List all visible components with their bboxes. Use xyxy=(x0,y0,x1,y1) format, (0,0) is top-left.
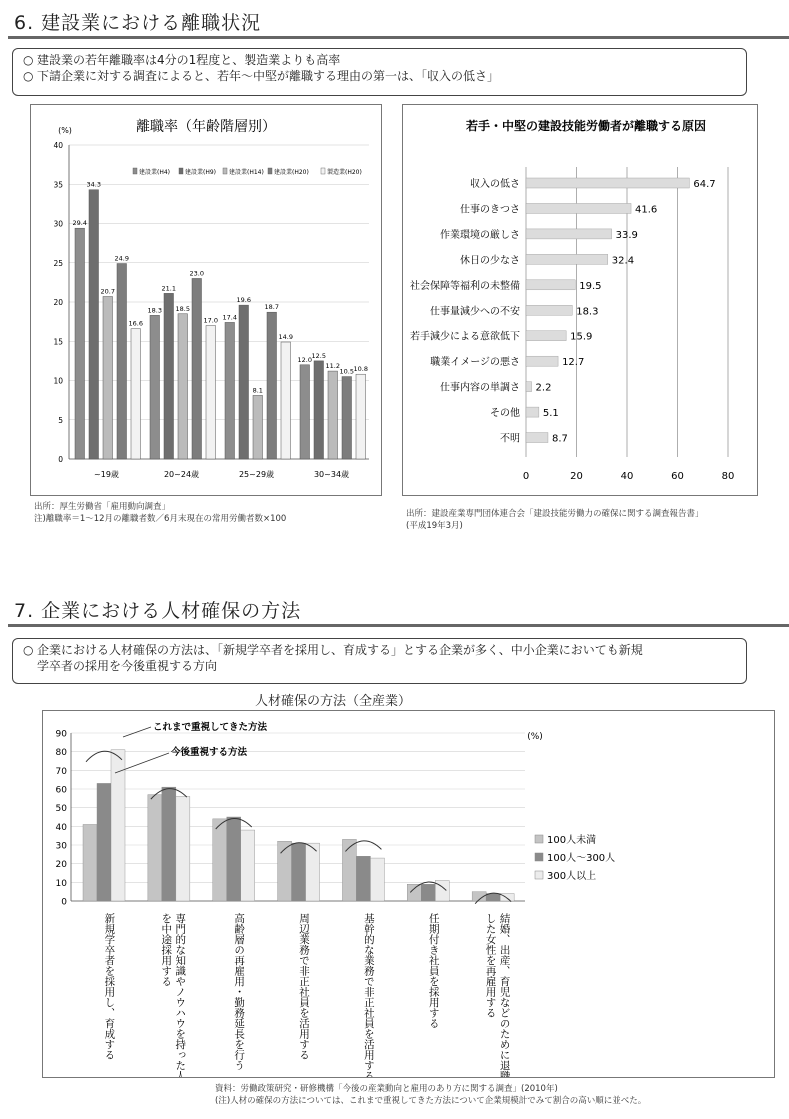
chart3-bar xyxy=(83,824,97,901)
chart1-bar xyxy=(192,278,202,459)
chart2-bar xyxy=(526,203,631,213)
chart2-bar xyxy=(526,229,612,239)
chart3-bar xyxy=(342,839,356,901)
chart3-bar xyxy=(148,795,162,901)
chart1-bar xyxy=(225,322,235,459)
chart3-category-label: 任期付き社員を採用する xyxy=(427,913,440,1029)
chart3-legend-swatch xyxy=(535,853,543,861)
chart3-category-label: 結婚、出産、育児などのために退職 xyxy=(498,913,511,1077)
chart1-bar xyxy=(117,264,127,459)
chart2-value-label: 64.7 xyxy=(693,179,716,190)
section7-note-line-2-text: 学卒者の採用を今後重視する方向 xyxy=(37,659,218,673)
chart1-frame xyxy=(30,104,382,496)
chart3-note: (注)人材の確保の方法については、これまで重視してきた方法について企業規模計でみて割合の高い順に並べた。 xyxy=(215,1096,647,1106)
chart3-bar xyxy=(421,884,435,901)
chart3-category-label: を中途採用する xyxy=(160,913,173,987)
chart2-x-tick-label: 20 xyxy=(570,471,583,482)
chart2-value-label: 15.9 xyxy=(570,331,593,343)
chart3-legend-label: 300人以上 xyxy=(547,871,597,882)
chart1-bar xyxy=(300,365,310,459)
chart2-category-label: 社会保障等福利の未整備 xyxy=(410,280,520,292)
chart1-title: 離職率（年齢階層別） xyxy=(136,119,276,135)
chart1-bar xyxy=(239,305,249,459)
section6-note-1 xyxy=(23,52,736,68)
chart1-data-label: 10.8 xyxy=(353,365,368,374)
chart2-category-label: 仕事量減少への不安 xyxy=(430,306,520,318)
chart1-data-label: 23.0 xyxy=(189,269,204,278)
chart1-legend-swatch xyxy=(179,168,183,174)
chart1-legend-label: 建設業(H14) xyxy=(229,169,264,176)
chart2-value-label: 19.5 xyxy=(579,280,602,292)
chart1-data-label: 8.1 xyxy=(252,386,263,395)
chart2-bar xyxy=(526,305,572,315)
chart1-legend-label: 建設業(H4) xyxy=(139,169,171,176)
chart2-bar xyxy=(526,280,575,290)
chart3-bar xyxy=(241,830,255,901)
chart3-bar xyxy=(278,841,292,901)
chart3-category-label: 新規学卒者を採用し、育成する xyxy=(103,913,116,1060)
chart1-bar xyxy=(150,315,160,459)
section6-rule xyxy=(8,36,789,39)
chart1-data-label: 18.7 xyxy=(264,303,279,312)
chart3-legend-label: 100人未満 xyxy=(547,835,597,846)
chart1-legend-swatch xyxy=(321,168,325,174)
chart3-y-tick-label: 50 xyxy=(55,804,67,815)
chart1-data-label: 19.6 xyxy=(236,296,251,305)
chart1-data-label: 34.3 xyxy=(86,180,101,189)
chart1-bar xyxy=(281,342,291,459)
chart3-annotation-arrow xyxy=(123,727,151,737)
chart1-data-label: 14.9 xyxy=(278,333,293,342)
chart3-y-tick-label: 90 xyxy=(55,729,67,740)
section7-note-line-1-text: 企業における人材確保の方法は、「新規学卒者を採用し、育成する」とする企業が多く、中小企業においても新規 xyxy=(37,643,643,657)
chart3-frame xyxy=(42,710,775,1078)
chart2-category-label: その他 xyxy=(490,408,520,420)
chart1-data-label: 21.1 xyxy=(161,284,176,293)
chart3-bar xyxy=(370,858,384,901)
chart1-bar xyxy=(314,361,324,459)
chart2-x-tick-label: 60 xyxy=(671,471,684,482)
chart2-category-label: 休日の少なさ xyxy=(460,255,520,267)
chart3-y-tick-label: 70 xyxy=(55,766,67,777)
chart3-y-tick-label: 60 xyxy=(55,785,67,796)
chart1-bar xyxy=(178,314,188,459)
chart1-bar xyxy=(131,329,141,459)
section6-note-2 xyxy=(23,68,736,84)
chart3-bar xyxy=(227,817,241,901)
chart2-x-tick-label: 80 xyxy=(721,471,735,482)
chart2-source-1: 出所：建設産業専門団体連合会「建設技能労働力の確保に関する調査報告書」 xyxy=(406,509,704,519)
section7-note-line-2 xyxy=(23,658,736,674)
chart1-data-label: 10.5 xyxy=(339,367,354,376)
section7-rule xyxy=(8,624,789,627)
chart3-bar xyxy=(111,750,125,901)
chart1-bar xyxy=(164,293,174,459)
chart1-svg xyxy=(31,105,381,495)
chart3-y-tick-label: 40 xyxy=(55,822,67,833)
section6-summary-box xyxy=(12,48,747,96)
chart2-bar xyxy=(526,382,532,392)
chart1-bar xyxy=(75,228,85,459)
chart2-category-label: 仕事のきつさ xyxy=(460,204,520,216)
circle-marker-icon: ○ xyxy=(23,53,34,67)
chart2-value-label: 32.4 xyxy=(611,255,635,267)
chart3-category-label: 周辺業務で非正社員を活用する xyxy=(298,913,310,1060)
chart1-data-label: 12.5 xyxy=(311,351,326,360)
chart2-category-label: 職業イメージの悪さ xyxy=(430,357,520,369)
chart3-bar xyxy=(306,843,320,901)
chart3-bar xyxy=(356,856,370,901)
chart3-legend-label: 100人～300人 xyxy=(547,853,616,864)
chart3-bar xyxy=(162,787,176,901)
chart1-legend-label: 製造業(H20) xyxy=(327,169,362,176)
chart3-y-tick-label: 10 xyxy=(55,878,67,889)
chart3-bar xyxy=(213,819,227,901)
chart3-title: 人材確保の方法（全産業） xyxy=(255,694,412,709)
chart1-data-label: 12.0 xyxy=(297,355,312,364)
chart3-legend-swatch xyxy=(535,835,543,843)
chart3-unit-label: (%) xyxy=(527,732,543,742)
chart3-category-label: 高齢層の再雇用・勤務延長を行う xyxy=(233,913,246,1071)
chart3-bar xyxy=(97,783,111,901)
chart2-source-2: (平成19年3月) xyxy=(406,521,463,531)
chart2-bar xyxy=(526,407,539,417)
chart1-data-label: 17.0 xyxy=(203,316,218,325)
chart2-svg xyxy=(403,105,757,495)
section6-title: 6. 建設業における離職状況 xyxy=(14,12,262,34)
chart1-source: 出所：厚生労働省「雇用動向調査」 xyxy=(34,502,171,512)
chart2-bar xyxy=(526,433,548,443)
chart1-bar xyxy=(356,374,366,459)
chart1-x-tick-label: 20~24歳 xyxy=(163,470,200,479)
chart1-bar xyxy=(267,312,277,459)
chart2-value-label: 33.9 xyxy=(615,229,638,241)
chart3-y-tick-label: 80 xyxy=(55,748,67,759)
chart3-y-tick-label: 20 xyxy=(55,860,67,871)
chart1-note: 注)離職率＝1～12月の離職者数／6月末現在の常用労働者数×100 xyxy=(34,514,287,524)
chart1-bar xyxy=(89,190,99,459)
chart2-bar xyxy=(526,331,566,341)
section6-note-1-text: 建設業の若年離職率は4分の1程度と、製造業よりも高率 xyxy=(37,53,341,67)
chart3-annotation-past: これまで重視してきた方法 xyxy=(153,722,268,733)
chart1-y-tick-label: 35 xyxy=(53,180,63,190)
section7-summary-box xyxy=(12,638,747,684)
chart2-bar xyxy=(526,178,689,188)
chart1-y-tick-label: 10 xyxy=(53,376,63,386)
section7-title: 7. 企業における人材確保の方法 xyxy=(14,600,302,622)
chart1-data-label: 18.3 xyxy=(147,306,162,315)
chart2-x-tick-label: 40 xyxy=(620,471,634,482)
chart1-data-label: 20.7 xyxy=(100,287,115,296)
chart2-value-label: 12.7 xyxy=(562,357,585,369)
chart2-value-label: 2.2 xyxy=(535,382,552,394)
chart3-bar xyxy=(407,884,421,901)
chart1-y-tick-label: 30 xyxy=(53,219,63,229)
chart2-value-label: 41.6 xyxy=(635,204,658,216)
chart2-frame xyxy=(402,104,758,496)
circle-marker-icon: ○ xyxy=(23,643,34,657)
chart1-y-tick-label: 15 xyxy=(53,337,63,347)
chart3-legend-swatch xyxy=(535,871,543,879)
section6-note-2-text: 下請企業に対する調査によると、若年～中堅が離職する理由の第一は、「収入の低さ」 xyxy=(37,69,500,83)
chart2-bar xyxy=(526,254,608,264)
chart3-category-label: 基幹的な業務で非正社員を活用する xyxy=(362,913,375,1077)
section7-note-line-1 xyxy=(23,642,736,658)
chart3-category-label: 専門的な知識やノウハウを持った人 xyxy=(174,913,187,1077)
chart1-bar xyxy=(342,377,352,459)
chart1-y-tick-label: 20 xyxy=(53,298,63,307)
chart1-data-label: 18.5 xyxy=(175,304,190,313)
chart1-x-tick-label: ~19歳 xyxy=(94,470,119,479)
chart3-y-tick-label: 0 xyxy=(61,897,67,908)
chart2-title: 若手・中堅の建設技能労働者が離職する原因 xyxy=(465,119,707,133)
chart1-y-tick-label: 40 xyxy=(53,141,63,150)
chart2-category-label: 作業環境の厳しさ xyxy=(440,229,520,241)
chart2-x-tick-label: 0 xyxy=(522,471,530,482)
chart1-data-label: 11.2 xyxy=(325,362,340,371)
chart1-legend-label: 建設業(H20) xyxy=(274,169,309,176)
chart1-y-tick-label: 25 xyxy=(53,258,63,268)
chart1-unit-label: (%) xyxy=(58,126,72,135)
chart1-bar xyxy=(103,297,113,459)
chart2-value-label: 18.3 xyxy=(576,306,599,318)
chart3-bar xyxy=(292,843,306,901)
chart1-bar xyxy=(206,326,216,459)
chart3-category-label: した女性を再雇用する xyxy=(484,913,497,1018)
chart3-y-tick-label: 30 xyxy=(55,841,67,852)
chart1-x-tick-label: 25~29歳 xyxy=(238,470,275,479)
chart2-category-label: 収入の低さ xyxy=(470,179,520,190)
chart1-y-tick-label: 5 xyxy=(58,415,63,425)
chart3-bar xyxy=(176,796,190,901)
chart3-svg xyxy=(43,711,774,1077)
chart2-bar xyxy=(526,356,558,366)
chart1-y-tick-label: 0 xyxy=(58,455,63,464)
chart1-legend-label: 建設業(H9) xyxy=(185,169,217,176)
chart1-bar xyxy=(253,395,263,459)
chart2-category-label: 不明 xyxy=(500,433,520,445)
chart1-data-label: 29.4 xyxy=(72,219,87,228)
chart2-category-label: 若手減少による意欲低下 xyxy=(410,331,520,343)
chart3-source: 資料：労働政策研究・研修機構「今後の産業動向と雇用のあり方に関する調査」(2010年) xyxy=(215,1084,558,1094)
chart1-bar xyxy=(328,371,338,459)
chart1-legend-swatch xyxy=(133,168,137,174)
chart1-data-label: 17.4 xyxy=(222,313,237,322)
circle-marker-icon: ○ xyxy=(23,69,34,83)
chart1-data-label: 16.6 xyxy=(128,319,143,328)
chart2-value-label: 5.1 xyxy=(542,408,559,420)
chart1-x-tick-label: 30~34歳 xyxy=(313,470,350,479)
chart3-annotation-future: 今後重視する方法 xyxy=(171,747,248,758)
chart1-legend-swatch xyxy=(223,168,227,174)
chart2-category-label: 仕事内容の単調さ xyxy=(440,382,520,394)
chart1-data-label: 24.9 xyxy=(114,254,129,263)
chart1-legend-swatch xyxy=(268,168,272,174)
chart2-value-label: 8.7 xyxy=(551,433,568,445)
